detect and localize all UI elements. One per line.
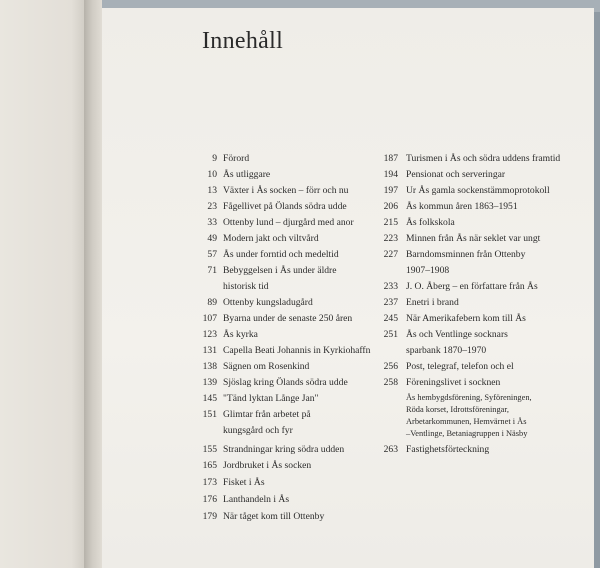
toc-subentry-line: Ås hembygdsförening, Syföreningen, bbox=[406, 393, 532, 402]
toc-title: Ås kyrka bbox=[223, 329, 258, 340]
toc-title: Glimtar från arbetet på bbox=[223, 409, 311, 420]
toc-page-number: 206 bbox=[383, 201, 398, 212]
toc-page-number: 187 bbox=[383, 153, 398, 164]
toc-title: J. O. Åberg – en författare från Ås bbox=[406, 281, 538, 292]
toc-title: Turismen i Ås och södra uddens framtid bbox=[406, 153, 561, 164]
toc-title: Capella Beati Johannis in Kyrkiohaffn bbox=[223, 345, 371, 356]
toc-subentry-line: Arbetarkommunen, Hemvärnet i Ås bbox=[406, 417, 527, 426]
toc-page-number: 165 bbox=[202, 460, 217, 471]
toc-title: Ur Ås gamla sockenstämmoprotokoll bbox=[406, 185, 550, 196]
toc-page-number: 245 bbox=[383, 313, 398, 324]
toc-page-number: 194 bbox=[383, 169, 398, 180]
toc-title: Sjöslag kring Ölands södra udde bbox=[223, 377, 348, 388]
toc-title-continuation: historisk tid bbox=[223, 281, 269, 292]
toc-page-number: 13 bbox=[207, 185, 217, 196]
toc-title: Fastighetsförteckning bbox=[406, 444, 490, 455]
toc-title: Lanthandeln i Ås bbox=[223, 494, 290, 505]
toc-title: Modern jakt och viltvård bbox=[223, 233, 319, 244]
toc-title: Ås kommun åren 1863–1951 bbox=[406, 201, 518, 212]
toc-title: Jordbruket i Ås socken bbox=[223, 460, 312, 471]
toc-page-number: 10 bbox=[207, 169, 217, 180]
toc-page-number: 151 bbox=[202, 409, 217, 420]
toc-page-number: 258 bbox=[383, 377, 398, 388]
toc-title: "Tänd lyktan Långe Jan" bbox=[223, 393, 319, 404]
toc-page-number: 176 bbox=[202, 494, 217, 505]
book-gutter bbox=[84, 0, 102, 568]
toc-page-number: 33 bbox=[207, 217, 217, 228]
toc-page-number: 89 bbox=[207, 297, 217, 308]
toc-title: Barndomsminnen från Ottenby bbox=[406, 249, 526, 260]
toc-title: Enetri i brand bbox=[406, 297, 459, 308]
toc-title: Ottenby lund – djurgård med anor bbox=[223, 217, 354, 228]
toc-title: Ås under forntid och medeltid bbox=[223, 249, 339, 260]
toc-page-number: 256 bbox=[383, 361, 398, 372]
toc-title: Ottenby kungsladugård bbox=[223, 297, 313, 308]
toc-title: Fisket i Ås bbox=[223, 477, 265, 488]
toc-page-number: 223 bbox=[383, 233, 398, 244]
toc-title: Byarna under de senaste 250 åren bbox=[223, 313, 353, 324]
toc-page-number: 71 bbox=[207, 265, 217, 276]
toc-page-number: 9 bbox=[212, 153, 217, 164]
toc-title: Minnen från Ås när seklet var ungt bbox=[406, 233, 541, 244]
toc-title: Förord bbox=[223, 153, 250, 164]
toc-page-number: 237 bbox=[383, 297, 398, 308]
toc-title-continuation: sparbank 1870–1970 bbox=[406, 345, 487, 356]
toc-page-number: 57 bbox=[207, 249, 217, 260]
toc-title: Strandningar kring södra udden bbox=[223, 444, 345, 455]
left-page bbox=[0, 0, 84, 568]
toc-title: Växter i Ås socken – förr och nu bbox=[223, 185, 349, 196]
toc-page-number: 227 bbox=[383, 249, 398, 260]
toc-page-number: 139 bbox=[202, 377, 217, 388]
toc-page-number: 145 bbox=[202, 393, 217, 404]
toc-page-number: 23 bbox=[207, 201, 217, 212]
toc-title: Ås folkskola bbox=[406, 217, 455, 228]
toc-page-number: 263 bbox=[383, 444, 398, 455]
toc-title: Bebyggelsen i Ås under äldre bbox=[223, 265, 337, 276]
toc-title: Sägnen om Rosenkind bbox=[223, 361, 310, 372]
toc-title: När tåget kom till Ottenby bbox=[223, 511, 325, 522]
toc-page-number: 179 bbox=[202, 511, 217, 522]
toc-title: Post, telegraf, telefon och el bbox=[406, 361, 514, 372]
toc-title: Pensionat och serveringar bbox=[406, 169, 506, 180]
toc-page-number: 233 bbox=[383, 281, 398, 292]
toc-heading: Innehåll bbox=[202, 28, 284, 54]
toc-page-number: 251 bbox=[383, 329, 398, 340]
toc-title: När Amerikafebern kom till Ås bbox=[406, 313, 526, 324]
toc-title: Ås utliggare bbox=[223, 169, 271, 180]
toc-subentry-line: –Ventlinge, Betaniagruppen i Näsby bbox=[406, 429, 528, 438]
toc-page-number: 155 bbox=[202, 444, 217, 455]
toc-page-number: 138 bbox=[202, 361, 217, 372]
toc-title: Föreningslivet i socknen bbox=[406, 377, 501, 388]
toc-page-number: 197 bbox=[383, 185, 398, 196]
toc-page-number: 49 bbox=[207, 233, 217, 244]
toc-subentry-line: Röda korset, Idrottsföreningar, bbox=[406, 405, 509, 414]
toc-page-number: 215 bbox=[383, 217, 398, 228]
toc-page-number: 173 bbox=[202, 477, 217, 488]
toc-title-continuation: 1907–1908 bbox=[406, 265, 450, 276]
toc-title-continuation: kungsgård och fyr bbox=[223, 425, 293, 436]
toc-title: Fågellivet på Ölands södra udde bbox=[223, 201, 347, 212]
toc-page-number: 123 bbox=[202, 329, 217, 340]
toc-page-number: 131 bbox=[202, 345, 217, 356]
toc-page-number: 107 bbox=[202, 313, 217, 324]
toc-title: Ås och Ventlinge socknars bbox=[406, 329, 508, 340]
